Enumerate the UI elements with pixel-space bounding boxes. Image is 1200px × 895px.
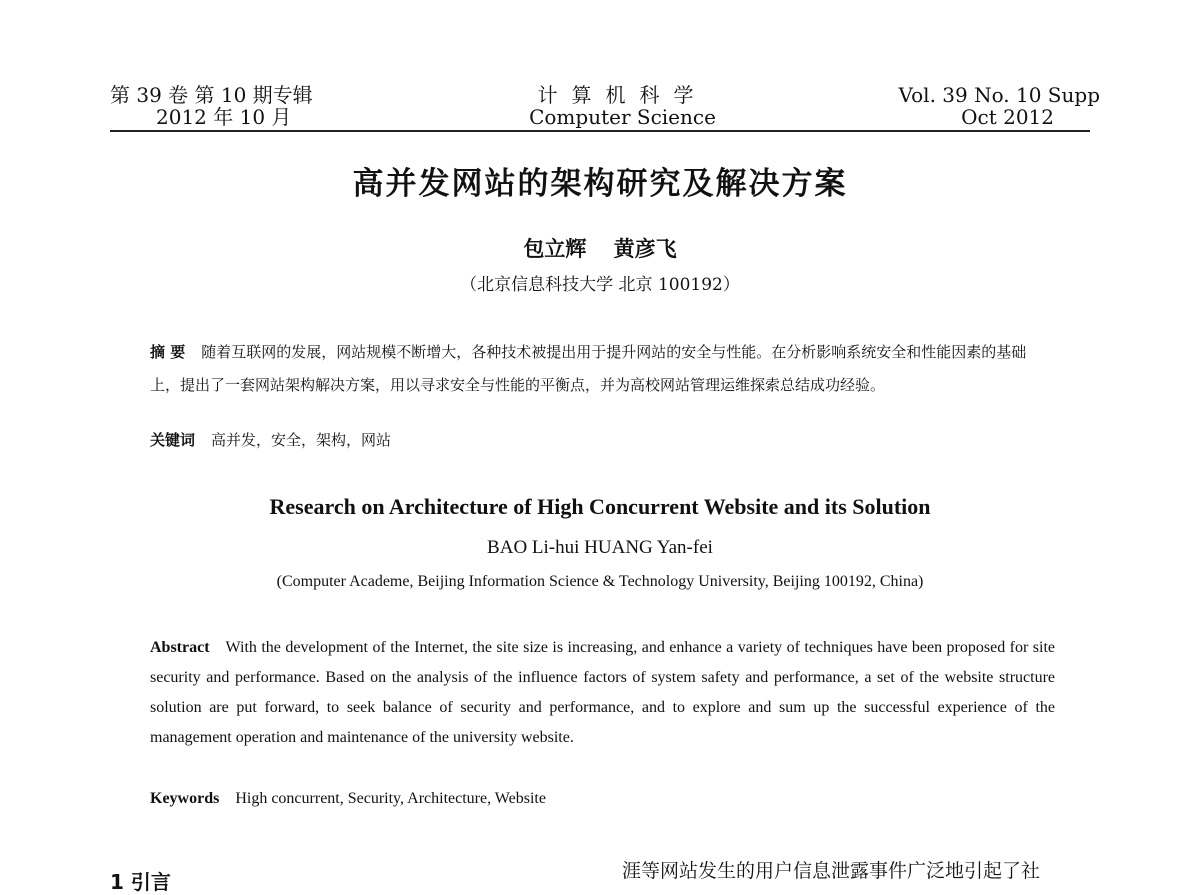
header-rule: [110, 130, 1090, 132]
affiliation-zh: （北京信息科技大学 北京 100192）: [460, 275, 740, 295]
keywords-en-text: High concurrent, Security, Architecture, Website: [235, 790, 546, 807]
keywords-zh: [150, 429, 391, 450]
abstract-en-text: With the development of the Internet, the site size is increasing, and enhance a variety of techniques have been proposed for site security and performance. Based on the analysis of the influence factors of system safety and performance, a set of the website structure solution are put forward, to seek balance of security and performance, and to explore and sum up the successful experience of the management operation and maintenance of the university website.: [150, 639, 1055, 746]
journal-name-zh: 计算机科学: [537, 83, 708, 107]
abstract-zh: [150, 336, 1055, 402]
paper-title-en: Research on Architecture of High Concurrent Website and its Solution: [269, 494, 931, 519]
journal-name-en: Computer Science: [529, 105, 716, 129]
volume-issue-en: Vol. 39 No. 10 Supp: [898, 83, 1100, 107]
keywords-zh-label: 关键词: [150, 431, 196, 449]
paper-title-zh: 高并发网站的架构研究及解决方案: [352, 166, 848, 202]
affiliation-en: (Computer Academe, Beijing Information Science & Technology University, Beijing 100192, China): [276, 573, 924, 590]
issue-date-en: Oct 2012: [961, 105, 1054, 129]
issue-date: 2012 年 10 月: [156, 105, 292, 129]
abstract-en: [150, 633, 1055, 753]
abstract-zh-text: 随着互联网的发展，网站规模不断增大，各种技术被提出用于提升网站的安全与性能。在分析影响系统安全和性能因素的基础上，提出了一套网站架构解决方案，用以寻求安全与性能的平衡点，并为高校网站管理运维探索总结成功经验。: [150, 343, 1027, 394]
authors-zh: 包立辉 黄彦飞: [523, 237, 677, 261]
abstract-en-label: Abstract: [150, 639, 210, 656]
section-heading: 1 引言: [110, 870, 171, 894]
authors-en: BAO Li-hui HUANG Yan-fei: [487, 537, 713, 558]
journal-volume-info-en: [899, 84, 1100, 128]
keywords-en-label: Keywords: [150, 790, 220, 807]
body-text-column-2: 涯等网站发生的用户信息泄露事件广泛地引起了社: [622, 860, 1041, 882]
volume-issue: 第 39 卷 第 10 期专辑: [110, 83, 313, 107]
abstract-zh-label: 摘 要: [150, 343, 186, 361]
keywords-en: [150, 790, 546, 808]
keywords-zh-text: 高并发，安全，架构，网站: [211, 431, 392, 449]
